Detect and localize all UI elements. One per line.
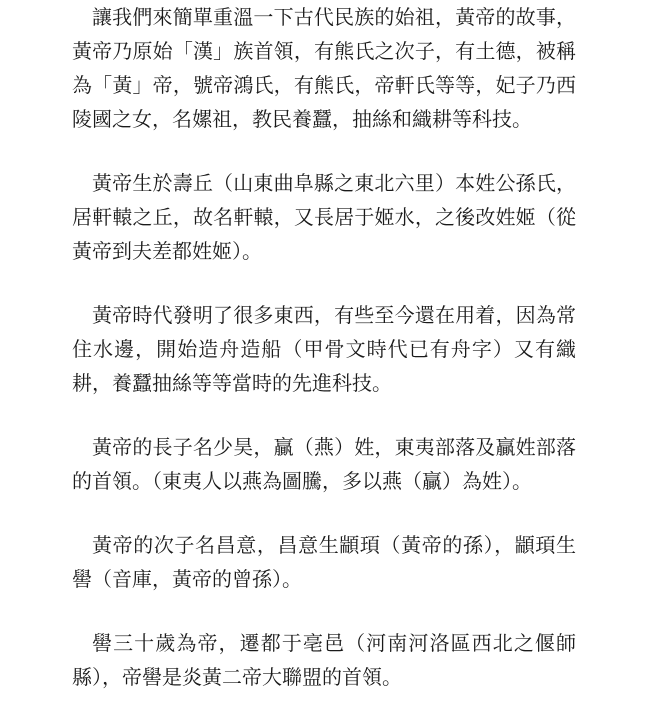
paragraph-birthplace: 黃帝生於壽丘（山東曲阜縣之東北六里）本姓公孫氏，居軒轅之丘，故名軒轅，又長居于姬水，之後改姓姬（從黃帝到夫差都姓姬）。	[72, 171, 576, 263]
paragraph-intro: 讓我們來簡單重溫一下古代民族的始祖，黃帝的故事，黃帝乃原始「漢」族首領，有熊氏之次子，有土德，被稱為「黃」帝，號帝鴻氏，有熊氏，帝軒氏等等，妃子乃西陵國之女，名嫘祖，教民養蠶，抽絲和織耕等科技。	[72, 5, 576, 131]
paragraph-emperor-ku: 嚳三十歲為帝，遷都于亳邑（河南河洛區西北之偃師縣），帝嚳是炎黃二帝大聯盟的首領。	[72, 631, 576, 689]
article-body	[72, 0, 576, 724]
paragraph-eldest-son: 黃帝的長子名少昊，贏（燕）姓，東夷部落及贏姓部落的首領。（東夷人以燕為圖騰，多以燕（贏）為姓）。	[72, 435, 576, 493]
paragraph-second-son: 黃帝的次子名昌意，昌意生顓頊（黃帝的孫），顓頊生嚳（音庫，黃帝的曾孫）。	[72, 533, 576, 591]
paragraph-inventions: 黃帝時代發明了很多東西，有些至今還在用着，因為常住水邊，開始造舟造船（甲骨文時代已有舟字）又有織耕，養蠶抽絲等等當時的先進科技。	[72, 303, 576, 395]
